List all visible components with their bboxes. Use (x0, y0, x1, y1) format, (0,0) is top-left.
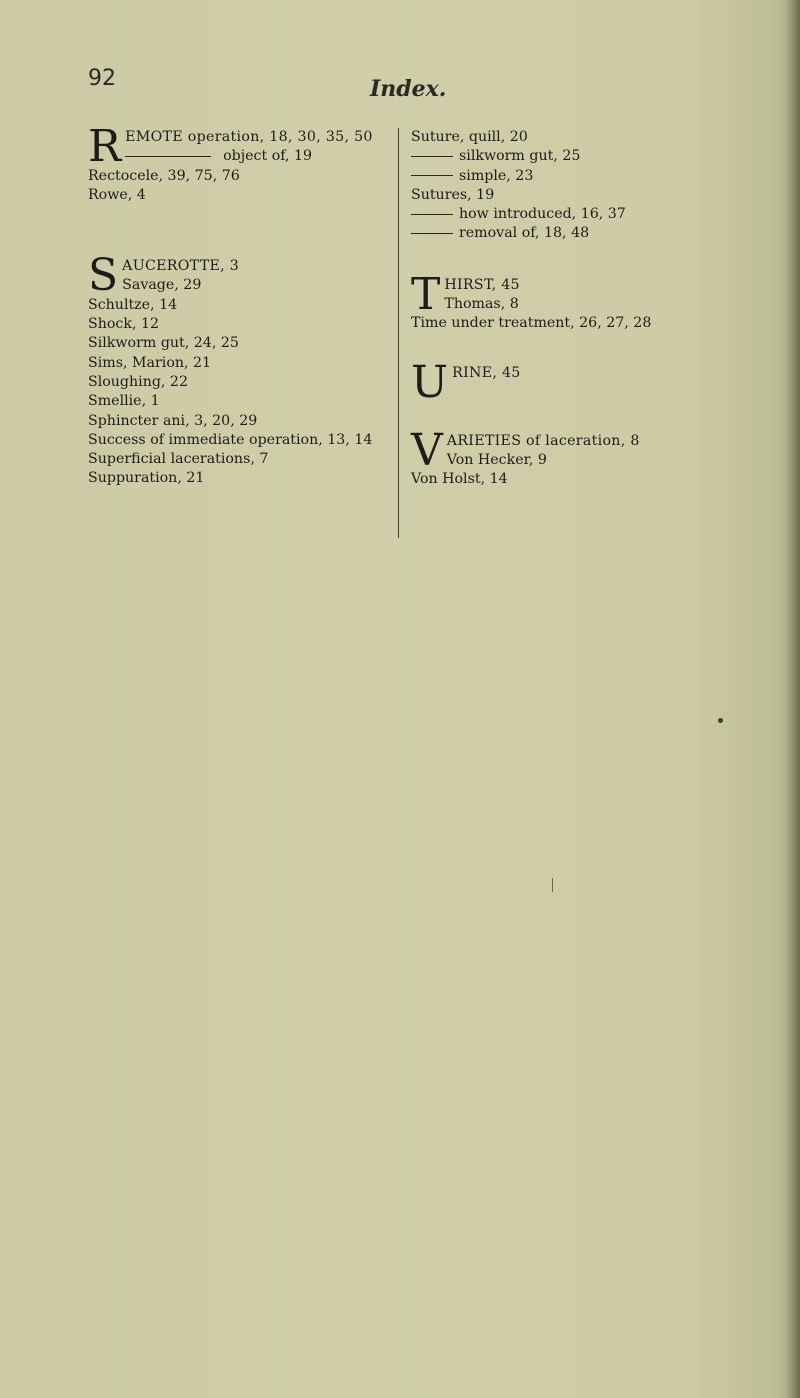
index-entry: Success of immediate operation, 13, 14 (88, 431, 373, 448)
index-lead-entry (88, 121, 388, 172)
drop-cap: U (411, 356, 449, 408)
index-entry: Sphincter ani, 3, 20, 29 (88, 412, 258, 429)
index-entry: Rowe, 4 (88, 186, 146, 203)
drop-cap: T (411, 268, 441, 320)
index-entry: Silkworm gut, 24, 25 (88, 335, 239, 352)
index-section-u (411, 356, 800, 408)
index-entry: ARIETIES of laceration, 8 (446, 432, 640, 449)
index-section-v (411, 424, 800, 490)
index-entry: HIRST, 45 (444, 276, 520, 293)
index-subentry: simple, 23 (411, 167, 800, 186)
index-section-suture (411, 128, 800, 244)
index-entry: Von Holst, 14 (411, 471, 508, 488)
drop-cap: S (88, 250, 119, 302)
index-entry: Suture, quill, 20 (411, 129, 528, 145)
index-section-r (88, 121, 388, 205)
index-lead-entry (88, 250, 388, 302)
ink-speck (718, 718, 723, 723)
index-subentry: how introduced, 16, 37 (411, 205, 800, 224)
drop-cap: V (411, 424, 443, 476)
index-entry: Suppuration, 21 (88, 470, 205, 487)
index-entry: AUCEROTTE, 3 (122, 258, 240, 275)
index-entry: Time under treatment, 26, 27, 28 (411, 315, 652, 332)
drop-cap: R (88, 121, 122, 172)
index-lead-entry (411, 356, 800, 408)
index-entry: EMOTE operation, 18, 30, 35, 50 (125, 129, 373, 145)
index-column-right (398, 128, 800, 538)
index-entry: Sims, Marion, 21 (88, 354, 212, 371)
index-subentry: object of, 19 (88, 147, 388, 166)
index-lead-entry (411, 268, 800, 320)
index-entry: RINE, 45 (452, 364, 521, 381)
index-entry: Sutures, 19 (411, 186, 495, 203)
index-entry: Rectocele, 39, 75, 76 (88, 167, 240, 184)
index-section-t (411, 268, 800, 334)
index-lead-entry (411, 424, 800, 476)
index-entry: Von Hecker, 9 (446, 451, 547, 468)
index-entry: Smellie, 1 (88, 393, 160, 410)
index-entry: Schultze, 14 (88, 296, 178, 313)
index-entry: Thomas, 8 (444, 296, 519, 313)
index-section-s (88, 250, 388, 489)
index-entry: Shock, 12 (88, 316, 160, 333)
index-column-left (88, 121, 388, 519)
ink-mark (552, 878, 553, 892)
index-entry: Sloughing, 22 (88, 373, 188, 390)
page-number: 92 (88, 66, 116, 91)
index-subentry: silkworm gut, 25 (411, 147, 800, 166)
index-subentry: removal of, 18, 48 (411, 224, 800, 243)
running-head: Index. (370, 76, 447, 102)
index-entry: Savage, 29 (122, 277, 202, 294)
index-entry: Superficial lacerations, 7 (88, 451, 269, 468)
